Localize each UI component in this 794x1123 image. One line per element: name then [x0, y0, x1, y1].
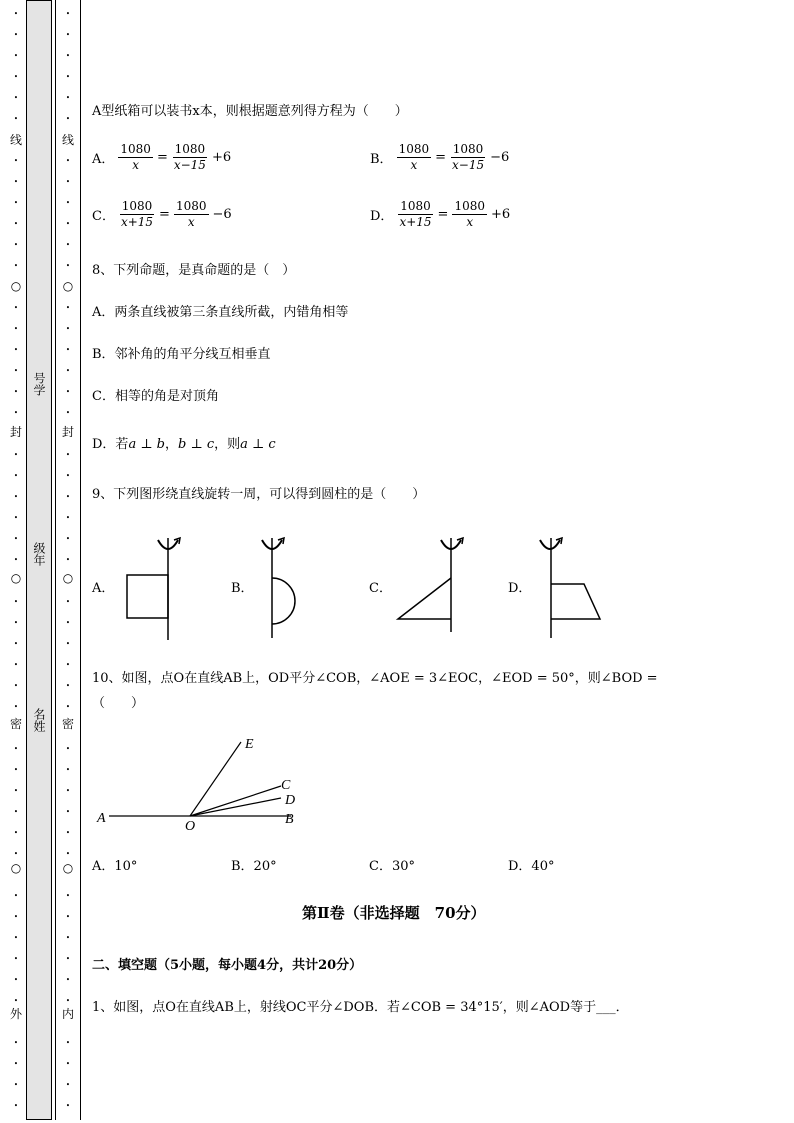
- label-d: D: [285, 793, 296, 808]
- margin-dot: •: [65, 619, 71, 627]
- margin-dot: •: [13, 199, 19, 207]
- margin-dot: •: [13, 325, 19, 333]
- margin-dot: •: [65, 1102, 71, 1110]
- q10-stem: 10、如图，点O在直线AB上，OD平分∠COB，∠AOE = 3∠EOC，∠EOD = 50°，则∠BOD =: [92, 671, 658, 686]
- margin-dot: •: [65, 934, 71, 942]
- student-id-label: 号学: [32, 372, 46, 396]
- margin-dot: •: [13, 178, 19, 186]
- margin-dot: •: [65, 409, 71, 417]
- q8-option-a[interactable]: A．两条直线被第三条直线所截，内错角相等: [92, 305, 349, 320]
- q9-label-b[interactable]: B．: [231, 581, 254, 596]
- margin-mark: 封: [9, 425, 22, 439]
- q9-label-a[interactable]: A．: [92, 581, 115, 596]
- margin-dot: •: [65, 199, 71, 207]
- margin-dot: •: [65, 640, 71, 648]
- margin-dot: •: [65, 262, 71, 270]
- margin-dot: •: [65, 955, 71, 963]
- margin-dot: •: [13, 787, 19, 795]
- margin-mark: 线: [61, 133, 74, 147]
- margin-dot: •: [65, 850, 71, 858]
- fill-blank-section-heading: 二、填空题（5小题，每小题4分，共计20分）: [92, 958, 363, 973]
- margin-mark: ○: [10, 861, 22, 875]
- q10-angle-figure: [95, 728, 315, 838]
- q9-figure-a: [120, 530, 190, 642]
- label-a: A: [97, 811, 106, 826]
- margin-dot: •: [13, 409, 19, 417]
- q9-figure-d: [534, 530, 604, 642]
- margin-mark: 线: [9, 133, 22, 147]
- margin-dot: •: [13, 241, 19, 249]
- margin-dot: •: [65, 10, 71, 18]
- margin-dot: •: [65, 703, 71, 711]
- q7-option-c[interactable]: C． $\frac{1080}{x+15}$ = $\frac{1080}{x}$ −6: [92, 199, 232, 229]
- margin-dot: •: [13, 955, 19, 963]
- margin-dot: •: [13, 535, 19, 543]
- q10-option-b[interactable]: B．20°: [231, 859, 277, 874]
- label-b: B: [285, 812, 294, 827]
- margin-dot: •: [65, 976, 71, 984]
- margin-dot: •: [13, 976, 19, 984]
- q8-option-c[interactable]: C．相等的角是对顶角: [92, 389, 219, 404]
- ray-oe: [190, 742, 241, 816]
- margin-dot: •: [65, 451, 71, 459]
- margin-mark: 密: [9, 717, 22, 731]
- margin-mark: 封: [61, 425, 74, 439]
- margin-dot: •: [13, 262, 19, 270]
- margin-dot: •: [65, 787, 71, 795]
- margin-dot: •: [65, 94, 71, 102]
- margin-dot: •: [13, 892, 19, 900]
- margin-dot: •: [65, 892, 71, 900]
- margin-dot: •: [65, 829, 71, 837]
- margin-dot: •: [65, 157, 71, 165]
- margin-dot: •: [65, 472, 71, 480]
- margin-dot: •: [13, 640, 19, 648]
- margin-dot: •: [13, 73, 19, 81]
- margin-dot: •: [13, 115, 19, 123]
- margin-dot: •: [65, 178, 71, 186]
- margin-dot: •: [13, 451, 19, 459]
- margin-dot: •: [65, 745, 71, 753]
- margin-dot: •: [13, 556, 19, 564]
- q8-option-b[interactable]: B．邻补角的角平分线互相垂直: [92, 347, 271, 362]
- q7-option-b[interactable]: B． $\frac{1080}{x}$ = $\frac{1080}{x-15}$ −6: [370, 142, 510, 172]
- margin-dot: •: [13, 31, 19, 39]
- label-o: O: [185, 819, 196, 834]
- margin-dot: •: [65, 556, 71, 564]
- margin-dot: •: [65, 325, 71, 333]
- margin-mark: 外: [9, 1007, 22, 1021]
- margin-dot: •: [65, 346, 71, 354]
- margin-dot: •: [13, 52, 19, 60]
- margin-dot: •: [65, 388, 71, 396]
- margin-dot: •: [13, 1039, 19, 1047]
- margin-dot: •: [65, 1081, 71, 1089]
- margin-dot: •: [65, 766, 71, 774]
- margin-mark: ○: [10, 279, 22, 293]
- inner-dot-column: [58, 0, 78, 1123]
- q10-option-c[interactable]: C．30°: [369, 859, 415, 874]
- margin-dot: •: [13, 829, 19, 837]
- margin-dot: •: [13, 94, 19, 102]
- margin-dot: •: [65, 241, 71, 249]
- margin-dot: •: [13, 493, 19, 501]
- margin-dot: •: [13, 598, 19, 606]
- margin-dot: •: [13, 745, 19, 753]
- margin-dot: •: [13, 346, 19, 354]
- margin-dot: •: [13, 157, 19, 165]
- q9-label-d[interactable]: D．: [508, 581, 532, 596]
- margin-dot: •: [13, 766, 19, 774]
- margin-dot: •: [13, 703, 19, 711]
- margin-dot: •: [13, 997, 19, 1005]
- margin-dot: •: [65, 52, 71, 60]
- margin-mark: ○: [62, 861, 74, 875]
- margin-dot: •: [65, 31, 71, 39]
- q8-option-d[interactable]: D．若a ⊥ b，b ⊥ c，则a ⊥ c: [92, 437, 276, 452]
- margin-dot: •: [13, 304, 19, 312]
- q8-stem: 8、下列命题，是真命题的是（ ）: [92, 263, 296, 278]
- margin-dot: •: [13, 850, 19, 858]
- margin-mark: ○: [10, 571, 22, 585]
- outer-dot-column: [6, 0, 26, 1123]
- margin-mark: ○: [62, 279, 74, 293]
- margin-mark: 密: [61, 717, 74, 731]
- margin-dot: •: [13, 1081, 19, 1089]
- margin-dot: •: [65, 220, 71, 228]
- q7-option-a[interactable]: A． $\frac{1080}{x}$ = $\frac{1080}{x-15}$ +6: [92, 142, 232, 172]
- margin-dot: •: [13, 1060, 19, 1068]
- q9-stem: 9、下列图形绕直线旋转一周，可以得到圆柱的是（ ）: [92, 487, 426, 502]
- q10-answer-paren: （ ）: [92, 696, 145, 711]
- grade-label: 级年: [32, 542, 46, 566]
- margin-dot: •: [65, 535, 71, 543]
- q10-option-d[interactable]: D．40°: [508, 859, 555, 874]
- margin-dot: •: [13, 367, 19, 375]
- margin-dot: •: [65, 1039, 71, 1047]
- margin-mark: ○: [62, 571, 74, 585]
- label-e: E: [245, 737, 254, 752]
- margin-dot: •: [65, 661, 71, 669]
- name-label: 名姓: [32, 708, 46, 732]
- margin-dot: •: [13, 661, 19, 669]
- margin-dot: •: [13, 934, 19, 942]
- margin-dot: •: [65, 73, 71, 81]
- margin-dot: •: [65, 304, 71, 312]
- margin-dot: •: [65, 997, 71, 1005]
- fill-q1-text: 1、如图，点O在直线AB上，射线OC平分∠DOB．若∠COB = 34°15′，则∠AOD等于___．: [92, 1000, 629, 1015]
- margin-mark: 内: [61, 1007, 74, 1021]
- margin-dot: •: [65, 514, 71, 522]
- q9-figure-b: [252, 530, 322, 642]
- margin-dot: •: [65, 493, 71, 501]
- margin-dot: •: [13, 220, 19, 228]
- q7-stem: A型纸箱可以装书x本，则根据题意列得方程为（ ）: [92, 104, 408, 119]
- margin-dot: •: [65, 913, 71, 921]
- margin-dot: •: [13, 913, 19, 921]
- margin-dot: •: [65, 682, 71, 690]
- part2-title: 第Ⅱ卷（非选择题 70分）: [302, 904, 486, 922]
- margin-dot: •: [13, 514, 19, 522]
- margin-dot: •: [65, 115, 71, 123]
- q9-label-c[interactable]: C．: [369, 581, 392, 596]
- q9-figure-c: [395, 530, 465, 642]
- margin-dot: •: [13, 808, 19, 816]
- margin-dot: •: [13, 1102, 19, 1110]
- margin-dot: •: [65, 367, 71, 375]
- q7-option-d[interactable]: D． $\frac{1080}{x+15}$ = $\frac{1080}{x}$ +6: [370, 199, 511, 229]
- margin-dot: •: [13, 619, 19, 627]
- margin-dot: •: [65, 1060, 71, 1068]
- margin-dot: •: [13, 10, 19, 18]
- label-c: C: [281, 778, 291, 793]
- q10-option-a[interactable]: A．10°: [92, 859, 138, 874]
- margin-dot: •: [65, 808, 71, 816]
- margin-dot: •: [65, 598, 71, 606]
- margin-dot: •: [13, 472, 19, 480]
- margin-dot: •: [13, 388, 19, 396]
- margin-dot: •: [13, 682, 19, 690]
